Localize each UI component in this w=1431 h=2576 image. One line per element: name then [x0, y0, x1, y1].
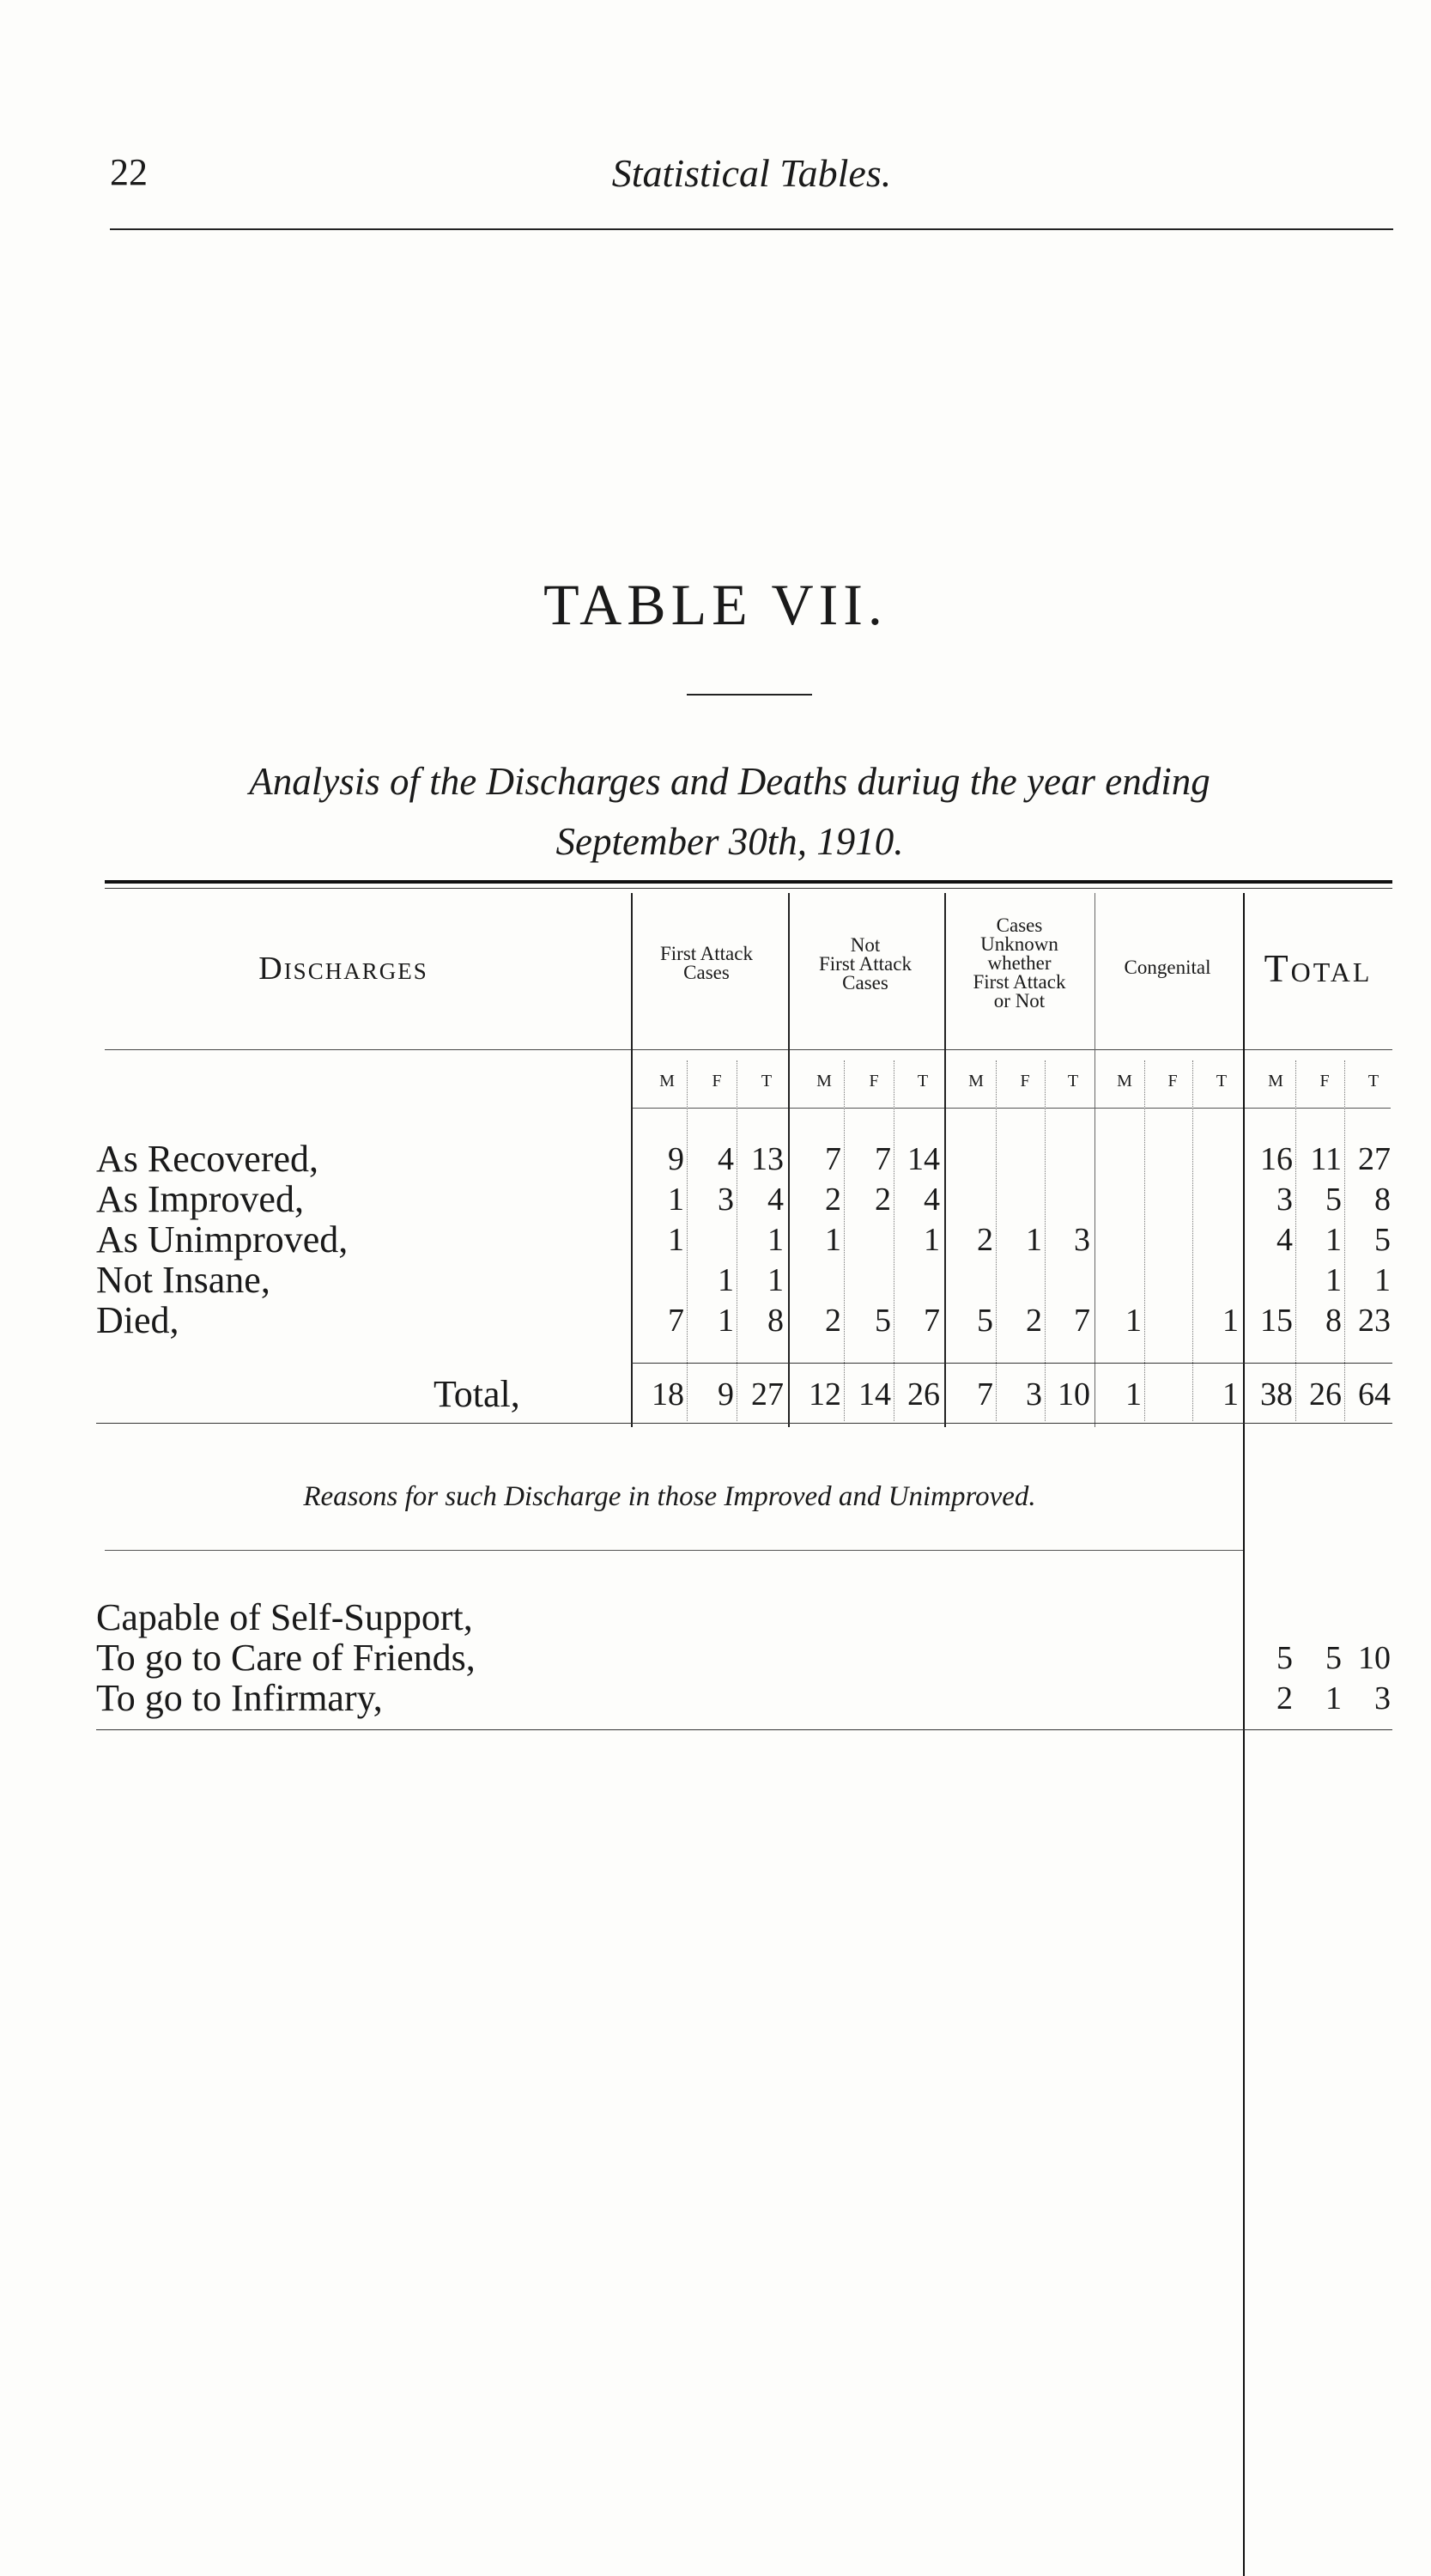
subheader-cell: T: [917, 1072, 929, 1091]
table-cell: 1: [1222, 1376, 1239, 1413]
row-label: As Unimproved,: [96, 1218, 349, 1261]
table-cell: 1: [1125, 1303, 1142, 1339]
page-number: 22: [110, 151, 148, 193]
table-cell: 7: [977, 1376, 993, 1413]
table-cell: 1: [1125, 1376, 1142, 1413]
table-cell: 12: [809, 1376, 841, 1413]
table-cell: 3: [1026, 1376, 1042, 1413]
column-rule: [1094, 893, 1095, 1427]
table-cell: 2: [1276, 1680, 1293, 1716]
first-attack-header: [629, 945, 784, 982]
table-cell: 2: [1026, 1303, 1042, 1339]
table-cell: 26: [907, 1376, 940, 1413]
unknown-header-line: Unknown: [980, 933, 1058, 955]
subheader-cell: T: [1367, 1072, 1379, 1091]
table-cell: 1: [1026, 1222, 1042, 1258]
table-cell: 10: [1058, 1376, 1090, 1413]
column-rule: [944, 893, 946, 1427]
table-cell: 1: [1325, 1262, 1342, 1298]
inner-column-rule: [1192, 1060, 1193, 1421]
table-cell: 3: [718, 1182, 734, 1218]
table-top-rule-thin: [105, 888, 1392, 889]
reason-label: To go to Infirmary,: [96, 1677, 383, 1719]
table-cell: 9: [668, 1141, 684, 1177]
column-rule: [631, 893, 633, 1427]
inner-column-rule: [844, 1060, 845, 1421]
running-head: [110, 150, 1393, 202]
total-top-rule: [631, 1363, 1392, 1364]
unknown-header-line: Cases: [996, 914, 1043, 936]
inner-column-rule: [687, 1060, 688, 1421]
row-label: Not Insane,: [96, 1259, 270, 1301]
reasons-rule: [105, 1550, 1243, 1551]
table-cell: 3: [1276, 1182, 1293, 1218]
table-cell: 2: [875, 1182, 891, 1218]
table-cell: 5: [1325, 1640, 1342, 1676]
subheader-cell: T: [1067, 1072, 1079, 1091]
table-cell: 1: [1325, 1680, 1342, 1716]
subtitle-line-1: Analysis of the Discharges and Deaths duriug the year ending: [249, 760, 1210, 803]
unknown-header: [944, 916, 1094, 1011]
first-attack-header-line: Cases: [683, 962, 730, 983]
table-cell: 3: [1074, 1222, 1090, 1258]
table-cell: 2: [825, 1303, 841, 1339]
row-label: As Recovered,: [96, 1138, 319, 1180]
unknown-header-line: First Attack: [973, 971, 1066, 993]
table-cell: 3: [1374, 1680, 1391, 1716]
table-cell: 1: [767, 1222, 784, 1258]
table-cell: 4: [767, 1182, 784, 1218]
table-cell: 7: [668, 1303, 684, 1339]
table-cell: 18: [652, 1376, 684, 1413]
table-title: TABLE VII.: [543, 572, 888, 637]
table-cell: 13: [751, 1141, 784, 1177]
table-cell: 1: [767, 1262, 784, 1298]
table-cell: 26: [1309, 1376, 1342, 1413]
table-cell: 1: [1325, 1222, 1342, 1258]
subheader-cell: F: [712, 1072, 722, 1091]
table-bottom-rule: [96, 1729, 1392, 1730]
table-cell: 7: [875, 1141, 891, 1177]
reason-label: To go to Care of Friends,: [96, 1637, 476, 1679]
table-subtitle: [129, 751, 1331, 872]
subheader-cell: M: [1117, 1072, 1132, 1091]
table-cell: 1: [825, 1222, 841, 1258]
not-first-attack-header: [788, 936, 943, 993]
table-cell: 10: [1358, 1640, 1391, 1676]
subheader-cell: T: [1216, 1072, 1228, 1091]
table-cell: 4: [718, 1141, 734, 1177]
not-first-attack-header-line: First Attack: [819, 953, 912, 975]
table-cell: 1: [1374, 1262, 1391, 1298]
table-cell: 14: [907, 1141, 940, 1177]
table-cell: 27: [751, 1376, 784, 1413]
total-header: Total: [1264, 946, 1373, 990]
row-label: Died,: [96, 1299, 179, 1341]
subheader-cell: F: [1020, 1072, 1030, 1091]
subheader-rule: [631, 1108, 1391, 1109]
subheader-cell: T: [761, 1072, 773, 1091]
table-cell: 5: [977, 1303, 993, 1339]
table-cell: 16: [1260, 1141, 1293, 1177]
table-cell: 4: [1276, 1222, 1293, 1258]
table-cell: 8: [1325, 1303, 1342, 1339]
table-cell: 15: [1260, 1303, 1293, 1339]
table-top-rule: [105, 880, 1392, 884]
subheader-cell: F: [869, 1072, 879, 1091]
table-cell: 5: [1374, 1222, 1391, 1258]
congenital-header: Congenital: [1124, 957, 1211, 978]
subheader-cell: M: [816, 1072, 832, 1091]
table-cell: 7: [825, 1141, 841, 1177]
table-cell: 38: [1260, 1376, 1293, 1413]
row-label: As Improved,: [96, 1178, 304, 1220]
column-rule: [788, 893, 790, 1427]
subheader-cell: F: [1319, 1072, 1330, 1091]
table-cell: 5: [1276, 1640, 1293, 1676]
reasons-heading: Reasons for such Discharge in those Improved and Unimproved.: [303, 1481, 1036, 1512]
table-cell: 14: [858, 1376, 891, 1413]
title-dash: [687, 694, 812, 696]
total-row-label: Total,: [434, 1373, 520, 1415]
reason-label: Capable of Self-Support,: [96, 1596, 473, 1638]
table-cell: 5: [1325, 1182, 1342, 1218]
unknown-header-line: whether: [987, 952, 1052, 974]
first-attack-header-line: First Attack: [660, 943, 753, 964]
total-bottom-rule: [96, 1423, 1392, 1424]
table-cell: 5: [875, 1303, 891, 1339]
table-cell: 1: [718, 1303, 734, 1339]
table-cell: 4: [924, 1182, 940, 1218]
header-rule-lower: [105, 1049, 1392, 1050]
table-cell: 1: [668, 1222, 684, 1258]
table-cell: 64: [1358, 1376, 1391, 1413]
discharges-header: Discharges: [258, 951, 428, 987]
running-title: Statistical Tables.: [611, 151, 892, 195]
table-cell: 1: [1222, 1303, 1239, 1339]
subheader-cell: F: [1167, 1072, 1178, 1091]
table-cell: 1: [718, 1262, 734, 1298]
table-cell: 1: [924, 1222, 940, 1258]
table-cell: 2: [977, 1222, 993, 1258]
not-first-attack-header-line: Not: [850, 934, 881, 956]
table-cell: 1: [668, 1182, 684, 1218]
subheader-cell: M: [659, 1072, 675, 1091]
table-cell: 7: [924, 1303, 940, 1339]
table-cell: 8: [1374, 1182, 1391, 1218]
subheader-cell: M: [968, 1072, 984, 1091]
table-cell: 8: [767, 1303, 784, 1339]
header-rule: [110, 228, 1393, 230]
table-cell: 11: [1310, 1141, 1342, 1177]
table-cell: 7: [1074, 1303, 1090, 1339]
subtitle-line-2: September 30th, 1910.: [555, 820, 904, 863]
unknown-header-line: or Not: [993, 990, 1046, 1012]
table-cell: 2: [825, 1182, 841, 1218]
inner-column-rule: [1144, 1060, 1145, 1421]
not-first-attack-header-line: Cases: [842, 972, 888, 993]
table-cell: 23: [1358, 1303, 1391, 1339]
table-cell: 9: [718, 1376, 734, 1413]
table-cell: 27: [1358, 1141, 1391, 1177]
subheader-cell: M: [1268, 1072, 1283, 1091]
